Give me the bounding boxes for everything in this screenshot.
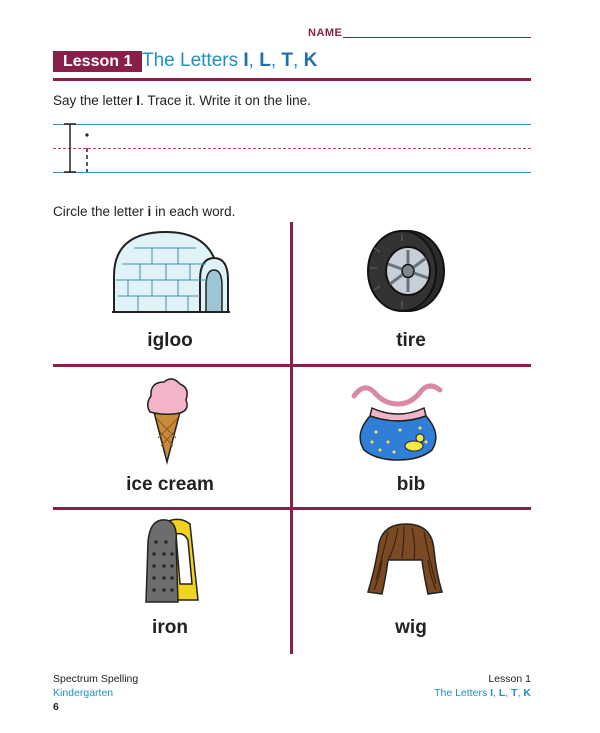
- word-label: bib: [396, 474, 426, 495]
- page-number: 6: [53, 701, 59, 713]
- word-label: tire: [396, 330, 426, 351]
- grid-vertical-divider: [290, 222, 293, 654]
- footer-right: Lesson 1 The Letters I, L, T, K: [434, 673, 531, 699]
- handwriting-bottom-line[interactable]: [53, 172, 531, 173]
- word-label: igloo: [147, 330, 193, 351]
- grid-row-divider: [53, 364, 531, 367]
- circle-instruction: Circle the letter i in each word.: [53, 204, 236, 219]
- footer-left: Spectrum Spelling Kindergarten 6: [53, 673, 139, 713]
- grid-row-divider: [53, 507, 531, 510]
- trace-instruction: Say the letter I. Trace it. Write it on the line.: [53, 93, 311, 108]
- word-label: iron: [152, 617, 188, 638]
- igloo-icon: [108, 226, 232, 318]
- tire-icon: [364, 228, 446, 314]
- title-rule: [53, 78, 531, 81]
- handwriting-top-line: [53, 124, 531, 125]
- name-label: NAME: [308, 27, 343, 39]
- handwriting-mid-line: [53, 148, 531, 149]
- word-label: ice cream: [126, 474, 214, 495]
- bib-icon: [350, 380, 446, 462]
- name-line[interactable]: [343, 37, 531, 38]
- ice-cream-icon: [142, 376, 192, 466]
- word-label: wig: [395, 617, 427, 638]
- iron-icon: [140, 512, 202, 608]
- wig-icon: [364, 520, 446, 600]
- trace-letter-i-icon: [60, 120, 100, 176]
- page-title: The Letters I, L, T, K: [142, 50, 318, 71]
- lesson-badge: Lesson 1: [53, 51, 142, 72]
